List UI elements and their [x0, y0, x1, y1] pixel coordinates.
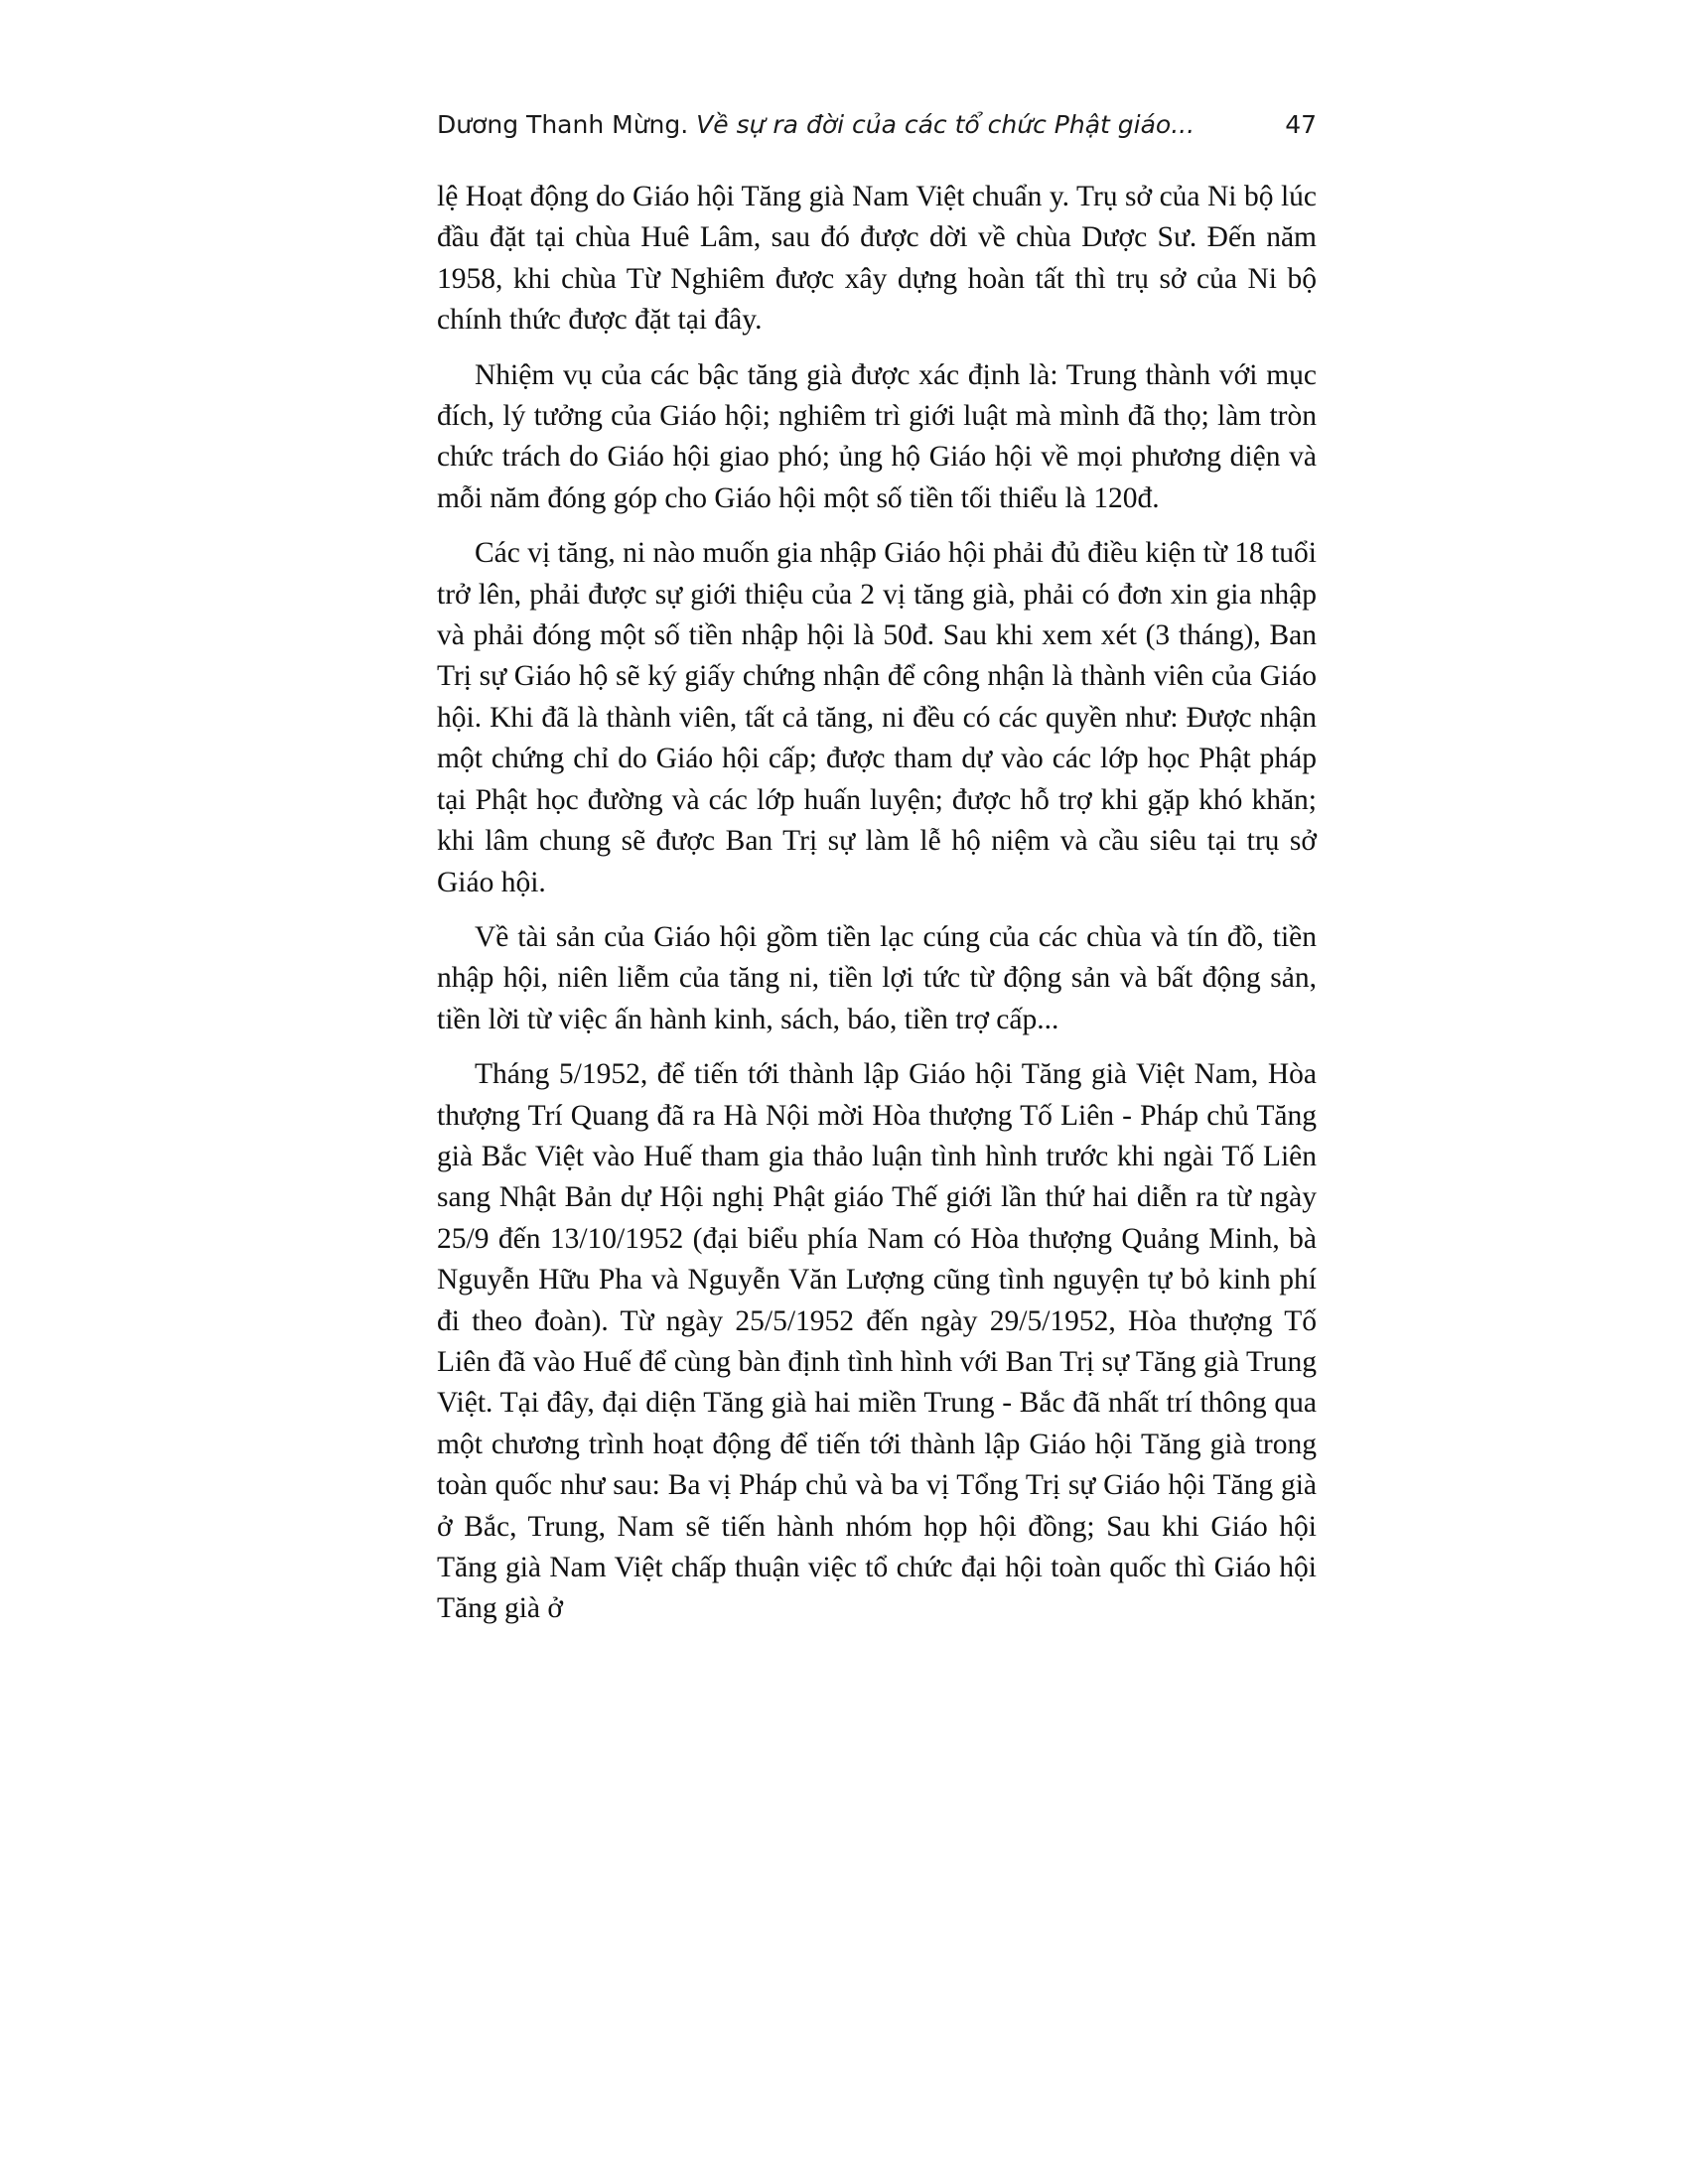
running-header: [437, 105, 1317, 145]
paragraph-history-1952: Tháng 5/1952, để tiến tới thành lập Giáo hội Tăng già Việt Nam, Hòa thượng Trí Quang đã ra Hà Nội mời Hòa thượng Tố Liên - Pháp chủ Tăng già Bắc Việt vào Huế tham gia thảo luận tình hình trước khi ngài Tố Liên sang Nhật Bản dự Hội nghị Phật giáo Thế giới lần thứ hai diễn ra từ ngày 25/9 đến 13/10/1952 (đại biểu phía Nam có Hòa thượng Quảng Minh, bà Nguyễn Hữu Pha và Nguyễn Văn Lượng cũng tình nguyện tự bỏ kinh phí đi theo đoàn). Từ ngày 25/5/1952 đến ngày 29/5/1952, Hòa thượng Tố Liên đã vào Huế để cùng bàn định tình hình với Ban Trị sự Tăng già Trung Việt. Tại đây, đại diện Tăng già hai miền Trung - Bắc đã nhất trí thông qua một chương trình hoạt động để tiến tới thành lập Giáo hội Tăng già trong toàn quốc như sau: Ba vị Pháp chủ và ba vị Tổng Trị sự Giáo hội Tăng già ở Bắc, Trung, Nam sẽ tiến hành nhóm họp hội đồng; Sau khi Giáo hội Tăng già Nam Việt chấp thuận việc tổ chức đại hội toàn quốc thì Giáo hội Tăng già ở: [437, 1058, 1317, 1625]
paragraph-membership: Các vị tăng, ni nào muốn gia nhập Giáo hội phải đủ điều kiện từ 18 tuổi trở lên, phải được sự giới thiệu của 2 vị tăng già, phải có đơn xin gia nhập và phải đóng một số tiền nhập hội là 50đ. Sau khi xem xét (3 tháng), Ban Trị sự Giáo hộ sẽ ký giấy chứng nhận để công nhận là thành viên của Giáo hội. Khi đã là thành viên, tất cả tăng, ni đều có các quyền như: Được nhận một chứng chỉ do Giáo hội cấp; được tham dự vào các lớp học Phật pháp tại Phật học đường và các lớp huấn luyện; được hỗ trợ khi gặp khó khăn; khi lâm chung sẽ được Ban Trị sự làm lễ hộ niệm và cầu siêu tại trụ sở Giáo hội.: [437, 537, 1317, 898]
paragraph-assets: Về tài sản của Giáo hội gồm tiền lạc cúng của các chùa và tín đồ, tiền nhập hội, niên liễm của tăng ni, tiền lợi tức từ động sản và bất động sản, tiền lời từ việc ấn hành kinh, sách, báo, tiền trợ cấp...: [437, 920, 1317, 1035]
paragraph-duties: Nhiệm vụ của các bậc tăng già được xác định là: Trung thành với mục đích, lý tưởng của Giáo hội; nghiêm trì giới luật mà mình đã thọ; làm tròn chức trách do Giáo hội giao phó; ủng hộ Giáo hội về mọi phương diện và mỗi năm đóng góp cho Giáo hội một số tiền tối thiểu là 120đ.: [437, 358, 1317, 514]
page-number: 47: [1285, 110, 1317, 139]
header-title: Về sự ra đời của các tổ chức Phật giáo...: [696, 110, 1196, 139]
body-text: [437, 177, 1317, 1644]
paragraph-continued: lệ Hoạt động do Giáo hội Tăng già Nam Việt chuẩn y. Trụ sở của Ni bộ lúc đầu đặt tại chùa Huê Lâm, sau đó được dời về chùa Dược Sư. Đến năm 1958, khi chùa Từ Nghiêm được xây dựng hoàn tất thì trụ sở của Ni bộ chính thức được đặt tại đây.: [437, 181, 1317, 337]
header-author: Dương Thanh Mừng.: [437, 110, 689, 139]
